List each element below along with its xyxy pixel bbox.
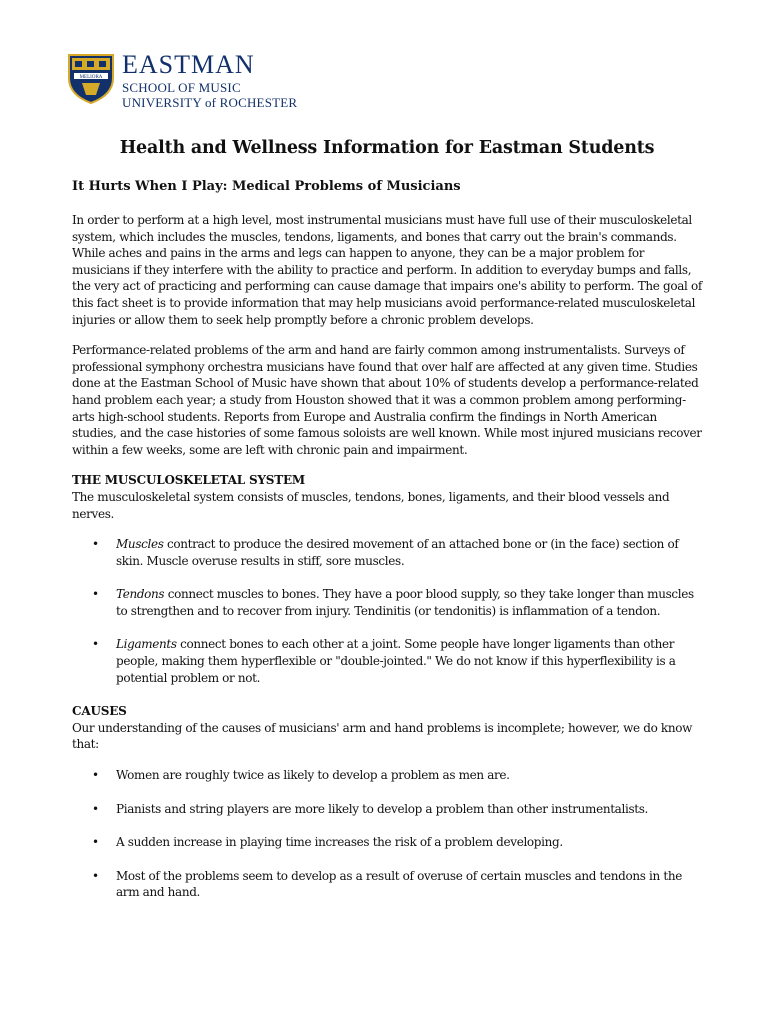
bullet-icon: • bbox=[92, 768, 99, 783]
eastman-logo bbox=[66, 52, 306, 110]
intro-paragraph: In order to perform at a high level, most instrumental musicians must have full use of their musculoskeletal system, which includes the muscles, tendons, ligaments, and bones that carry out the brain's commands. While aches and pains in the arms and legs can happen to anyone, they can be a major problem for musicians if they interfere with the ability to practice and perform. In addition to everyday bumps and falls, the very act of practicing and performing can cause damage that impairs one's ability to perform. The goal of this fact sheet is to provide information that may help musicians avoid performance-related musculoskeletal injuries or allow them to seek help promptly before a chronic problem develops. bbox=[72, 213, 702, 327]
list-item bbox=[72, 636, 702, 686]
list-text: A sudden increase in playing time increases the risk of a problem developing. bbox=[116, 835, 563, 850]
list-item bbox=[72, 767, 702, 784]
list-text: contract to produce the desired movement of an attached bone or (in the face) section of skin. Muscle overuse results in stiff, sore muscles. bbox=[116, 537, 679, 568]
list-text: connect muscles to bones. They have a poor blood supply, so they take longer than muscles to strengthen and to recover from injury. Tendinitis (or tendonitis) is inflammation of a tendon. bbox=[116, 587, 694, 618]
list-item bbox=[72, 801, 702, 818]
bullet-icon: • bbox=[92, 587, 99, 602]
list-text: Most of the problems seem to develop as a result of overuse of certain muscles and tendons in the arm and hand. bbox=[116, 868, 682, 900]
list-term: Muscles bbox=[116, 537, 164, 552]
musculoskeletal-list bbox=[72, 536, 702, 686]
list-item bbox=[72, 536, 702, 569]
section-heading-causes: CAUSES bbox=[72, 704, 127, 719]
bullet-icon: • bbox=[92, 637, 99, 652]
bullet-icon: • bbox=[92, 868, 99, 883]
causes-list bbox=[72, 767, 702, 901]
page-title: Health and Wellness Information for Eastman Students bbox=[119, 138, 655, 158]
document-body bbox=[72, 136, 702, 918]
list-term: Tendons bbox=[116, 587, 165, 602]
section-intro-musculoskeletal: The musculoskeletal system consists of muscles, tendons, bones, ligaments, and their blood vessels and nerves. bbox=[72, 489, 670, 521]
section-intro-causes: Our understanding of the causes of musicians' arm and hand problems is incomplete; however, we do know that: bbox=[72, 720, 693, 752]
list-item bbox=[72, 586, 702, 619]
list-item bbox=[72, 834, 702, 851]
svg-text:MELIORA: MELIORA bbox=[79, 75, 103, 80]
bullet-icon: • bbox=[92, 801, 99, 816]
list-text: connect bones to each other at a joint. Some people have longer ligaments than other people, making them hyperflexible or "double-jointed." We do not know if this hyperflexibility is a potential problem or not. bbox=[116, 637, 676, 685]
list-text: Women are roughly twice as likely to develop a problem as men are. bbox=[116, 768, 510, 783]
logo-wordmark bbox=[122, 52, 297, 110]
list-term: Ligaments bbox=[116, 637, 177, 652]
bullet-icon: • bbox=[92, 537, 99, 552]
page-subtitle: It Hurts When I Play: Medical Problems of Musicians bbox=[72, 179, 461, 194]
university-shield-icon bbox=[66, 52, 116, 104]
list-text: Pianists and string players are more likely to develop a problem than other instrumentalists. bbox=[116, 801, 649, 816]
bullet-icon: • bbox=[92, 835, 99, 850]
logo-title: EASTMAN bbox=[122, 50, 255, 79]
section-heading-musculoskeletal: THE MUSCULOSKELETAL SYSTEM bbox=[72, 473, 305, 488]
list-item bbox=[72, 868, 702, 901]
prevalence-paragraph: Performance-related problems of the arm and hand are fairly common among instrumentalists. Surveys of professional symphony orchestra musicians have found that over half are affected at any given time. Studies done at the Eastman School of Music have shown that about 10% of students develop a performance-related hand problem each year; a study from Houston showed that it was a common problem among performing-arts high-school students. Reports from Europe and Australia confirm the findings in North American studies, and the case histories of some famous soloists are well known. While most injured musicians recover within a few weeks, some are left with chronic pain and impairment. bbox=[72, 343, 702, 457]
logo-university: UNIVERSITY of ROCHESTER bbox=[122, 95, 298, 110]
logo-school: SCHOOL OF MUSIC bbox=[122, 80, 241, 95]
